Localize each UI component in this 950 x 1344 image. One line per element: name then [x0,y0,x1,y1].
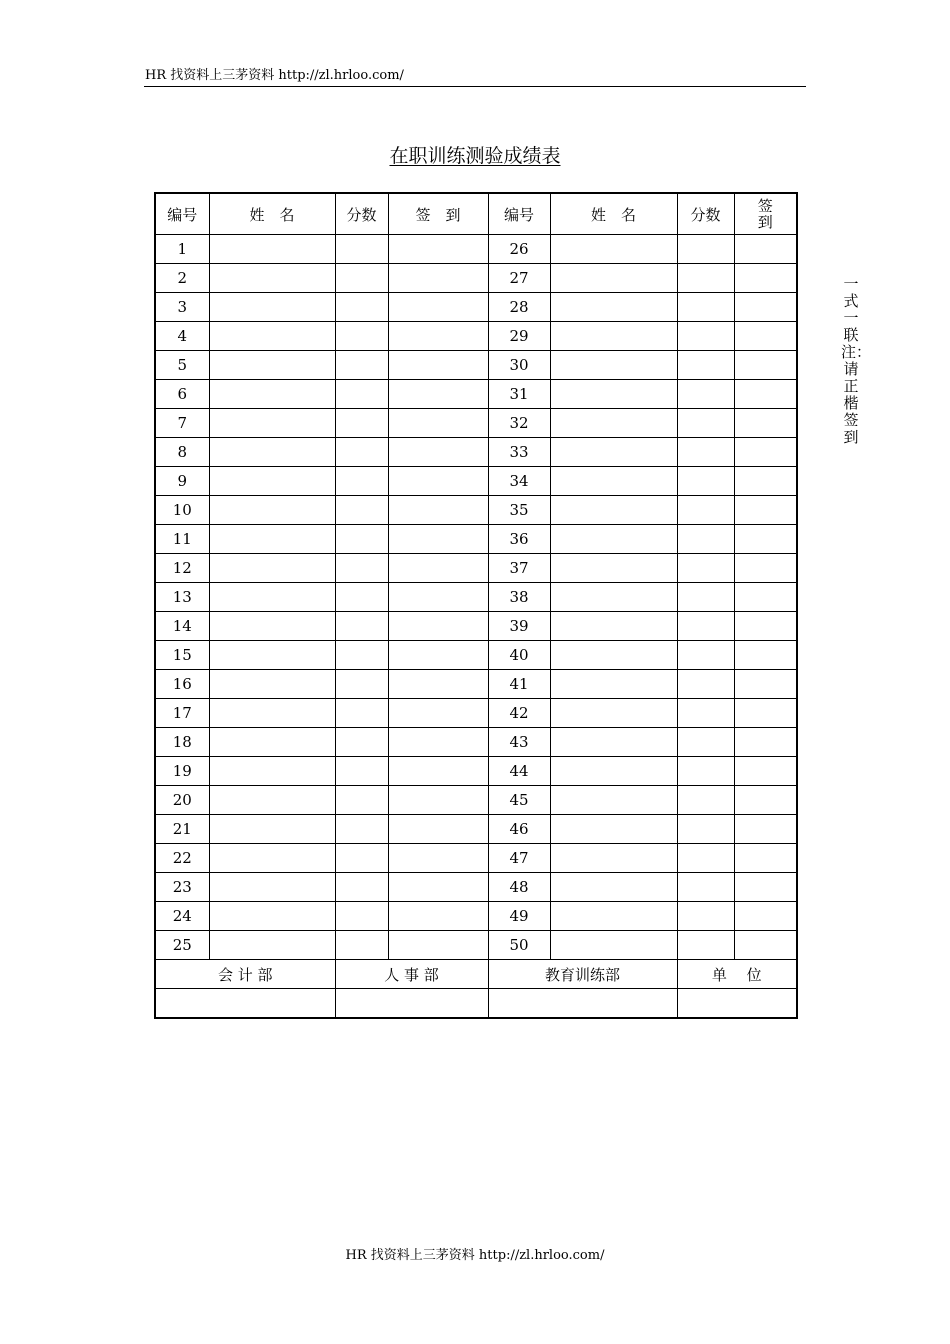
table-header-row [155,193,797,235]
row-number: 21 [155,815,209,844]
score-cell[interactable] [335,815,388,844]
sign-cell-right[interactable] [734,467,797,496]
table-row [155,670,797,699]
name-cell-right[interactable] [550,525,677,554]
name-cell[interactable] [209,380,335,409]
sign-cell-right[interactable] [734,641,797,670]
table-row [155,844,797,873]
sign-cell-right[interactable] [734,757,797,786]
score-cell[interactable] [335,612,388,641]
row-number-right: 30 [488,351,550,380]
sign-cell[interactable] [388,902,488,931]
score-cell-right[interactable] [677,699,734,728]
name-cell[interactable] [209,583,335,612]
score-cell-right[interactable] [677,757,734,786]
row-number-right: 43 [488,728,550,757]
score-cell-right[interactable] [677,438,734,467]
row-number: 17 [155,699,209,728]
name-cell[interactable] [209,931,335,960]
name-cell[interactable] [209,322,335,351]
score-cell-right[interactable] [677,554,734,583]
name-cell[interactable] [209,438,335,467]
score-cell[interactable] [335,409,388,438]
score-cell-right[interactable] [677,322,734,351]
sign-cell-right[interactable] [734,844,797,873]
header-number-right: 编号 [488,193,550,235]
table-row [155,699,797,728]
name-cell-right[interactable] [550,902,677,931]
name-cell[interactable] [209,815,335,844]
row-number-right: 48 [488,873,550,902]
row-number: 22 [155,844,209,873]
score-cell-right[interactable] [677,409,734,438]
dept-accounting: 会 计 部 [155,960,335,989]
table-row [155,409,797,438]
score-cell[interactable] [335,554,388,583]
row-number: 2 [155,264,209,293]
sign-cell[interactable] [388,699,488,728]
table-row [155,264,797,293]
score-cell[interactable] [335,496,388,525]
sign-cell[interactable] [388,612,488,641]
header-sign-right-text: 签到 [757,197,773,231]
row-number: 14 [155,612,209,641]
table-row [155,815,797,844]
name-cell[interactable] [209,670,335,699]
table-row [155,438,797,467]
sign-cell[interactable] [388,351,488,380]
approval-row [155,989,797,1019]
score-cell-right[interactable] [677,670,734,699]
score-cell[interactable] [335,380,388,409]
score-cell-right[interactable] [677,380,734,409]
name-cell-right[interactable] [550,612,677,641]
sign-cell[interactable] [388,467,488,496]
name-cell[interactable] [209,757,335,786]
row-number: 4 [155,322,209,351]
row-number-right: 27 [488,264,550,293]
name-cell[interactable] [209,873,335,902]
sign-cell[interactable] [388,554,488,583]
name-cell-right[interactable] [550,757,677,786]
score-cell[interactable] [335,931,388,960]
score-cell[interactable] [335,844,388,873]
name-cell[interactable] [209,641,335,670]
score-cell-right[interactable] [677,264,734,293]
score-cell[interactable] [335,525,388,554]
score-cell[interactable] [335,757,388,786]
name-cell[interactable] [209,525,335,554]
score-cell-right[interactable] [677,293,734,322]
row-number-right: 35 [488,496,550,525]
score-cell-right[interactable] [677,583,734,612]
row-number-right: 47 [488,844,550,873]
score-cell-right[interactable] [677,786,734,815]
sign-cell[interactable] [388,757,488,786]
row-number-right: 50 [488,931,550,960]
row-number: 12 [155,554,209,583]
row-number: 11 [155,525,209,554]
table-row [155,351,797,380]
sign-cell[interactable] [388,438,488,467]
table-row [155,380,797,409]
name-cell-right[interactable] [550,351,677,380]
name-cell-right[interactable] [550,815,677,844]
name-cell-right[interactable] [550,380,677,409]
score-cell[interactable] [335,322,388,351]
score-cell-right[interactable] [677,235,734,264]
sign-cell-right[interactable] [734,322,797,351]
score-cell[interactable] [335,902,388,931]
header-name-right: 姓 名 [550,193,677,235]
sign-cell[interactable] [388,670,488,699]
row-number: 9 [155,467,209,496]
name-cell-right[interactable] [550,496,677,525]
row-number-right: 36 [488,525,550,554]
row-number-right: 34 [488,467,550,496]
score-cell[interactable] [335,438,388,467]
table-row [155,293,797,322]
name-cell-right[interactable] [550,235,677,264]
sign-cell-right[interactable] [734,873,797,902]
sign-cell-right[interactable] [734,815,797,844]
row-number: 3 [155,293,209,322]
score-cell-right[interactable] [677,728,734,757]
row-number-right: 39 [488,612,550,641]
table-row [155,467,797,496]
name-cell[interactable] [209,699,335,728]
row-number: 15 [155,641,209,670]
approval-accounting[interactable] [155,989,335,1019]
dept-hr: 人 事 部 [335,960,488,989]
score-cell[interactable] [335,873,388,902]
row-number-right: 42 [488,699,550,728]
row-number: 8 [155,438,209,467]
name-cell[interactable] [209,235,335,264]
score-cell-right[interactable] [677,496,734,525]
score-cell[interactable] [335,641,388,670]
table-row [155,902,797,931]
sign-cell-right[interactable] [734,699,797,728]
name-cell[interactable] [209,786,335,815]
row-number-right: 29 [488,322,550,351]
row-number: 25 [155,931,209,960]
approval-training[interactable] [488,989,677,1019]
name-cell-right[interactable] [550,467,677,496]
sign-cell[interactable] [388,293,488,322]
row-number: 23 [155,873,209,902]
name-cell[interactable] [209,844,335,873]
name-cell[interactable] [209,612,335,641]
score-cell-right[interactable] [677,902,734,931]
score-cell-right[interactable] [677,351,734,380]
sign-cell-right[interactable] [734,409,797,438]
score-cell-right[interactable] [677,873,734,902]
sign-cell[interactable] [388,815,488,844]
name-cell-right[interactable] [550,670,677,699]
name-cell-right[interactable] [550,931,677,960]
row-number-right: 33 [488,438,550,467]
name-cell-right[interactable] [550,264,677,293]
row-number-right: 38 [488,583,550,612]
row-number: 6 [155,380,209,409]
score-cell-right[interactable] [677,612,734,641]
name-cell-right[interactable] [550,728,677,757]
score-cell[interactable] [335,670,388,699]
name-cell[interactable] [209,728,335,757]
score-cell-right[interactable] [677,931,734,960]
row-number-right: 46 [488,815,550,844]
score-table [154,192,798,1019]
sign-cell-right[interactable] [734,931,797,960]
name-cell-right[interactable] [550,438,677,467]
score-cell-right[interactable] [677,467,734,496]
side-note: 一式一联 注：请正楷签到 [841,275,872,446]
sign-cell[interactable] [388,931,488,960]
table-row [155,525,797,554]
name-cell-right[interactable] [550,409,677,438]
row-number: 13 [155,583,209,612]
row-number-right: 26 [488,235,550,264]
table-row [155,322,797,351]
row-number-right: 32 [488,409,550,438]
sign-cell-right[interactable] [734,728,797,757]
sign-cell-right[interactable] [734,583,797,612]
sign-cell[interactable] [388,786,488,815]
score-cell[interactable] [335,728,388,757]
sign-cell[interactable] [388,235,488,264]
score-cell[interactable] [335,583,388,612]
name-cell[interactable] [209,902,335,931]
department-row [155,960,797,989]
name-cell-right[interactable] [550,554,677,583]
sign-cell[interactable] [388,496,488,525]
sign-cell-right[interactable] [734,351,797,380]
row-number-right: 44 [488,757,550,786]
name-cell-right[interactable] [550,322,677,351]
table-row [155,496,797,525]
score-cell-right[interactable] [677,641,734,670]
row-number-right: 45 [488,786,550,815]
row-number: 18 [155,728,209,757]
row-number: 16 [155,670,209,699]
row-number-right: 31 [488,380,550,409]
name-cell[interactable] [209,467,335,496]
header-sign-right [734,193,797,235]
row-number: 5 [155,351,209,380]
name-cell-right[interactable] [550,786,677,815]
row-number: 1 [155,235,209,264]
name-cell-right[interactable] [550,293,677,322]
form-title: 在职训练测验成绩表 [389,145,561,167]
table-row [155,757,797,786]
sign-cell-right[interactable] [734,786,797,815]
header-score-right: 分数 [677,193,734,235]
sign-cell[interactable] [388,583,488,612]
sign-cell-right[interactable] [734,264,797,293]
page-header: HR 找资料上三茅资料 http://zl.hrloo.com/ [145,68,404,83]
table-row [155,583,797,612]
sign-cell-right[interactable] [734,554,797,583]
sign-cell-right[interactable] [734,670,797,699]
score-cell[interactable] [335,351,388,380]
table-row [155,931,797,960]
row-number: 19 [155,757,209,786]
name-cell-right[interactable] [550,641,677,670]
name-cell-right[interactable] [550,699,677,728]
score-cell-right[interactable] [677,815,734,844]
sign-cell[interactable] [388,380,488,409]
score-cell[interactable] [335,786,388,815]
score-cell[interactable] [335,264,388,293]
sign-cell[interactable] [388,409,488,438]
header-number: 编号 [155,193,209,235]
row-number-right: 41 [488,670,550,699]
sign-cell-right[interactable] [734,525,797,554]
name-cell[interactable] [209,351,335,380]
table-row [155,235,797,264]
row-number-right: 40 [488,641,550,670]
name-cell[interactable] [209,496,335,525]
table-row [155,641,797,670]
name-cell-right[interactable] [550,583,677,612]
name-cell[interactable] [209,264,335,293]
sign-cell[interactable] [388,264,488,293]
table-row [155,873,797,902]
row-number: 24 [155,902,209,931]
sign-cell[interactable] [388,641,488,670]
name-cell-right[interactable] [550,844,677,873]
name-cell-right[interactable] [550,873,677,902]
row-number-right: 49 [488,902,550,931]
name-cell[interactable] [209,409,335,438]
score-cell[interactable] [335,293,388,322]
header-sign: 签 到 [388,193,488,235]
sign-cell-right[interactable] [734,902,797,931]
row-number-right: 28 [488,293,550,322]
table-row [155,554,797,583]
sign-cell-right[interactable] [734,380,797,409]
sign-cell[interactable] [388,873,488,902]
approval-hr[interactable] [335,989,488,1019]
table-row [155,612,797,641]
dept-training: 教育训练部 [488,960,677,989]
sign-cell-right[interactable] [734,293,797,322]
sign-cell-right[interactable] [734,235,797,264]
row-number: 20 [155,786,209,815]
sign-cell[interactable] [388,322,488,351]
score-cell-right[interactable] [677,525,734,554]
table-row [155,786,797,815]
sign-cell[interactable] [388,844,488,873]
dept-unit: 单 位 [677,960,797,989]
sign-cell-right[interactable] [734,496,797,525]
name-cell[interactable] [209,293,335,322]
score-cell[interactable] [335,235,388,264]
page-footer: HR 找资料上三茅资料 http://zl.hrloo.com/ [345,1248,605,1263]
row-number-right: 37 [488,554,550,583]
approval-unit[interactable] [677,989,797,1019]
table-row [155,728,797,757]
row-number: 10 [155,496,209,525]
header-name: 姓 名 [209,193,335,235]
sign-cell[interactable] [388,525,488,554]
score-cell[interactable] [335,467,388,496]
score-cell[interactable] [335,699,388,728]
score-cell-right[interactable] [677,844,734,873]
header-score: 分数 [335,193,388,235]
sign-cell[interactable] [388,728,488,757]
sign-cell-right[interactable] [734,612,797,641]
header-divider [144,86,806,87]
sign-cell-right[interactable] [734,438,797,467]
row-number: 7 [155,409,209,438]
name-cell[interactable] [209,554,335,583]
